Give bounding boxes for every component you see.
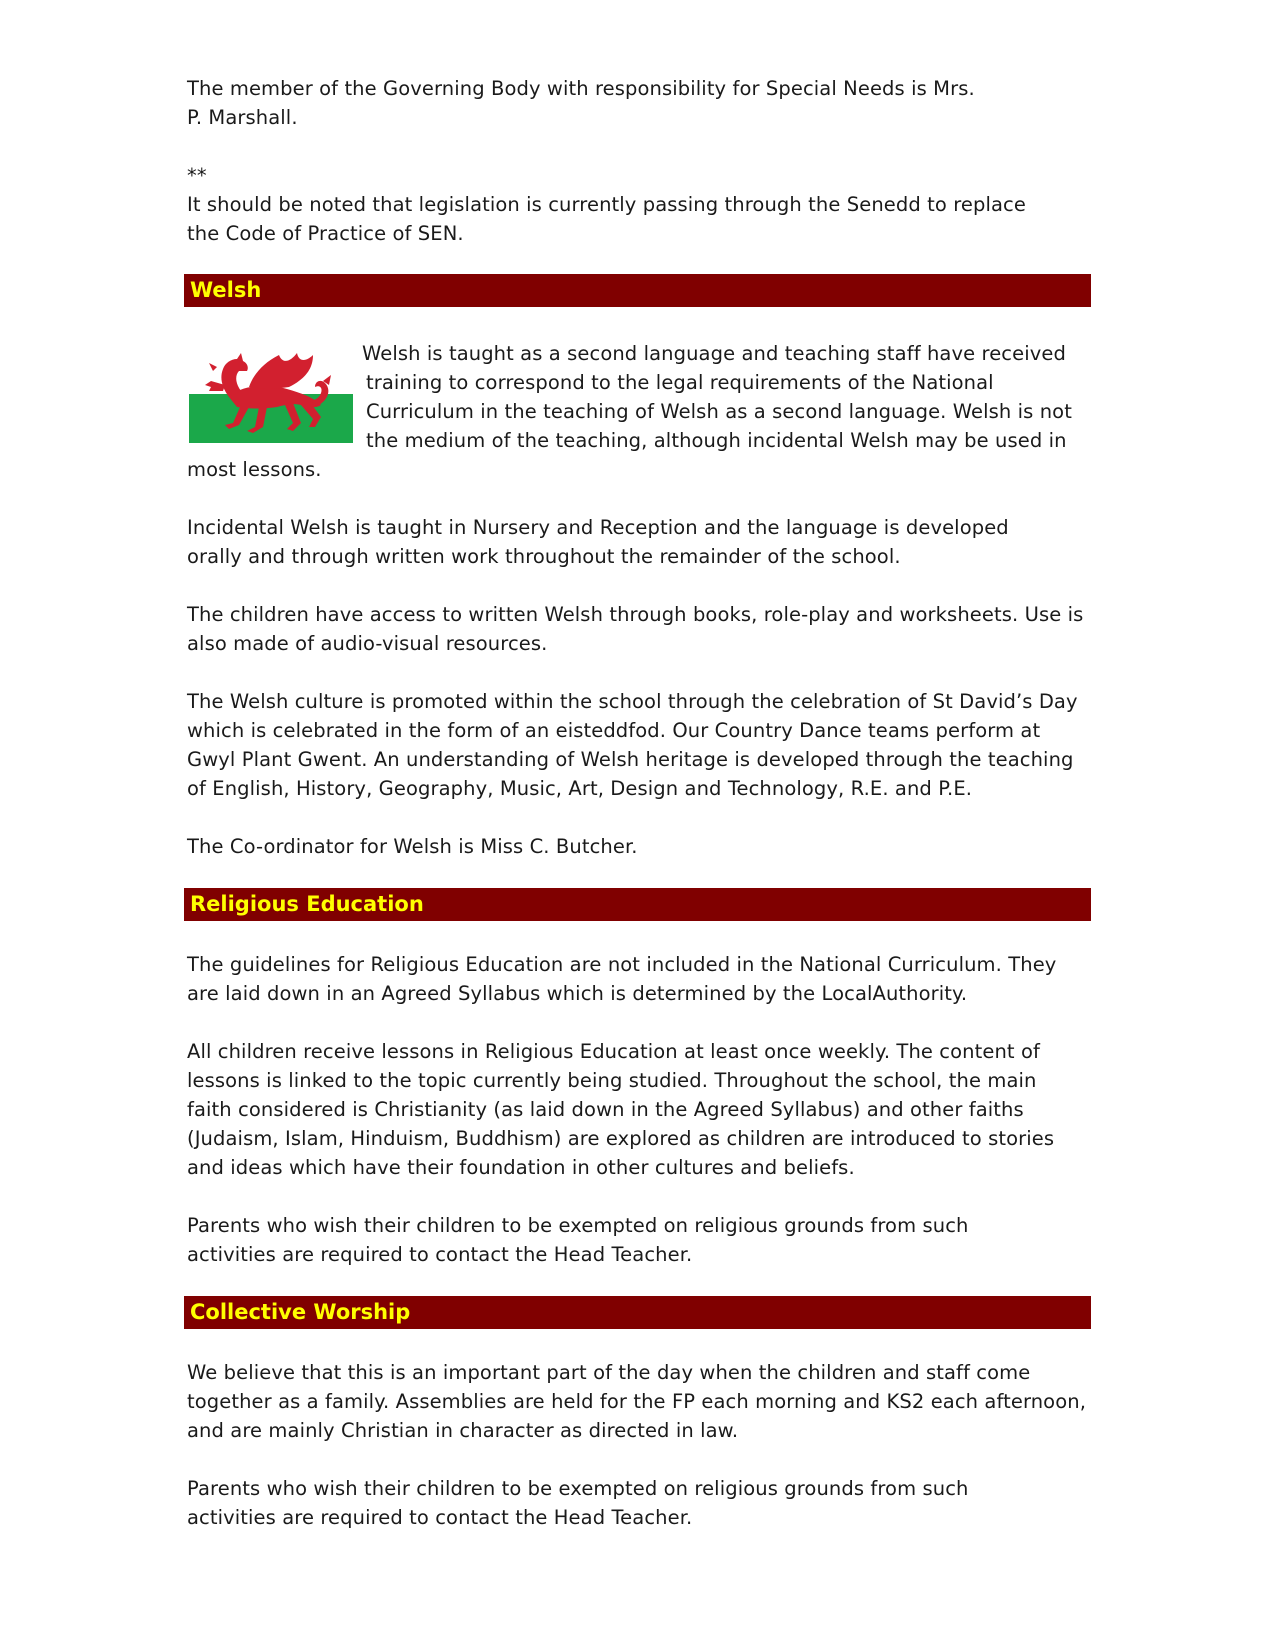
section-header-welsh [184,274,1091,307]
welsh-intro-line-3: Curriculum in the teaching of Welsh as a second language. Welsh is not [366,400,1072,423]
re-para-lessons: All children receive lessons in Religious Education at least once weekly. The content of lessons is linked to the topic currently being studied. Throughout the school, the main faith considered is Christianity (as laid down in the Agreed Syllabus) and other faiths (Judaism, Islam, Hinduism, Buddhism) are explored as children are introduced to stories and ideas which have their foundation in other cultures and beliefs. [187,1040,1055,1179]
welsh-intro-line-4: the medium of the teaching, although incidental Welsh may be used in [366,429,1067,452]
governor-line: The member of the Governing Body with responsibility for Special Needs is Mrs. P. Marshall. [187,77,975,129]
section-title-welsh: Welsh [190,278,262,302]
religious-education-body [187,950,1087,1269]
section-header-religious-education [184,888,1091,921]
section-header-collective-worship [184,1296,1091,1329]
welsh-para-access: The children have access to written Welsh through books, role-play and worksheets. Use is also made of audio-visual resources. [187,603,1084,655]
welsh-body [187,513,1087,861]
welsh-intro-line-2: training to correspond to the legal requirements of the National [366,371,994,394]
legislation-note: It should be noted that legislation is currently passing through the Senedd to replace the Code of Practice of SEN. [187,193,1026,245]
welsh-intro-line-1: Welsh is taught as a second language and teaching staff have received [362,342,1066,365]
cw-para-exempt: Parents who wish their children to be exempted on religious grounds from such activities are required to contact the Head Teacher. [187,1477,969,1529]
section-title-religious-education: Religious Education [190,892,424,916]
welsh-para-coordinator: The Co-ordinator for Welsh is Miss C. Butcher. [187,835,638,858]
welsh-para-incidental: Incidental Welsh is taught in Nursery and Reception and the language is developed orally and through written work throughout the remainder of the school. [187,516,1009,568]
welsh-flag-icon [189,345,353,443]
cw-para-belief: We believe that this is an important part of the day when the children and staff come together as a family. Assemblies are held for the FP each morning and KS2 each afternoon, and are mainly Christian in character as directed in law. [187,1361,1086,1442]
collective-worship-body [187,1358,1087,1532]
welsh-para-culture: The Welsh culture is promoted within the school through the celebration of St David’s Day which is celebrated in the form of an eisteddfod. Our Country Dance teams perform at Gwyl Plant Gwent. An understanding of Welsh heritage is developed through the teaching of English, History, Geography, Music, Art, Design and Technology, R.E. and P.E. [187,690,1078,800]
section-title-collective-worship: Collective Worship [190,1300,411,1324]
sen-footer-block [187,74,1087,248]
welsh-intro-tail [187,455,1087,484]
asterisks: ** [187,164,207,187]
welsh-intro-line-5: most lessons. [187,458,322,481]
re-para-exempt: Parents who wish their children to be exempted on religious grounds from such activities are required to contact the Head Teacher. [187,1214,969,1266]
welsh-intro-block [362,339,1086,455]
re-para-guidelines: The guidelines for Religious Education are not included in the National Curriculum. They are laid down in an Agreed Syllabus which is determined by the LocalAuthority. [187,953,1057,1005]
